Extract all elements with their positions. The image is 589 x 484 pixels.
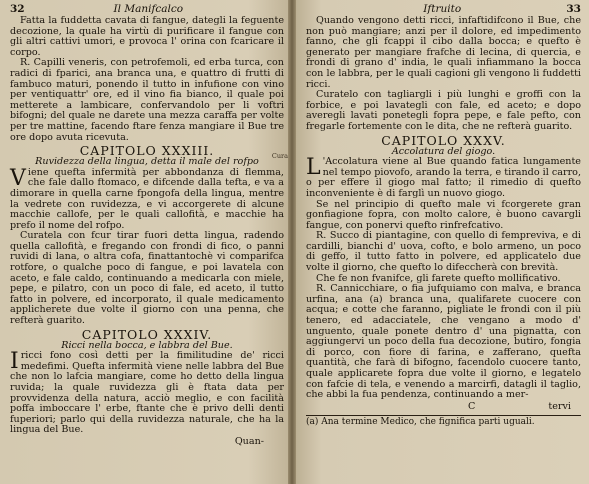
paragraph: Che fe non fvanifce, gli farete quefto mollificativo.	[316, 272, 561, 284]
paragraph: 'Accolatura viene al Bue quando fatica lungamente nel tempo piovofo, arando la terra, e tirando il carro, o per effere il giogo mal fatto; il rimedio di quefto inconveniente è di farglì un nuovo giogo.	[306, 156, 581, 199]
paragraph: ricci fono così detti per la fimilitudine de' ricci medefimi. Quefta infermità viene nelle labbra del Bue che non lo lafcia mangiare, come ho detto della lingua ruvida; la quale ruvidezza gli è ftata data per provvidenza della natura, acciò meglio, e con facilità poffa imboccare l' erbe, ftante che è privo delli denti fuperiori; parlo qui della ruvidezza naturale, che ha la lingua del Bue.	[10, 350, 284, 436]
catchword: tervi	[548, 400, 571, 412]
page-number: 32	[10, 3, 25, 15]
chapter-subtitle: Ricci nella bocca, e labbra del Bue.	[61, 339, 233, 351]
running-head: Il Manifcalco	[113, 3, 184, 15]
footnote: (a) Ana termine Medico, che fignifica parti uguali.	[306, 415, 581, 427]
page-number: 33	[566, 3, 581, 15]
catchword: Quan-	[234, 435, 264, 447]
paragraph: Fatta la fuddetta cavata di fangue, dategli la feguente decozione, la quale ha virtù di purificare il fangue con gli altri cattivi umori, e provoca l' orina con fcaricare il corpo.	[10, 15, 284, 58]
paragraph: Curatela con fcur tirar fuori detta lingua, radendo quella callofità, e fregando con frondi di fico, o panni ruvidi di lana, o altra cofa, finattantochè vi comparifca rotfore, o qualche poco di fangue, e poi lavatela con aceto, e fale caldo, continuando a medicarla con miele, pepe, e pilatro, con un poco di fale, ed aceto, il tutto fatto in polvere, ed incorporato, il quale medicamento applicherete due volte il giorno con una penna, che refterà guarito.	[10, 230, 284, 327]
paragraph: R. Succo di piantagine, con quello di fempreviva, e di cardilli, bianchi d' uova, cofto, e bolo armeno, un poco di geffo, il tutto fatto in polvere, ed applicatelo due volte il giorno, che quefto lo difeccherà con brevità.	[306, 230, 581, 274]
left-page	[0, 0, 292, 484]
chapter-heading: CAPITOLO XXXIV.	[81, 326, 213, 342]
right-page	[292, 0, 589, 484]
paragraph: R. Capilli veneris, con petrofemoli, ed erba turca, con radici di fparici, ana branca una, e quattro di frutti di fambuco maturi, ponendo il tutto in infufione con vino per ventiquattr' ore, ed il vino fia bianco, il quale poi metterete a lambicare, confervandolo per li voftri bifogni; del quale ne darete una mezza caraffa per volte per tre mattine, facendo ftare fenza mangiare il Bue tre ore dopo avuta ricevuta.	[10, 57, 284, 143]
paragraph: iene quefta infermità per abbondanza di flemma, che fale dallo ftomaco, e difcende dalla tefta, e va a dimorare in quella carne fpongofa della lingua, mentre la vedrete con ruvidezza, e vi accorgerete di alcune macchie callofe, per le quali callofità, e macchie ha prefo il nome del rofpo.	[10, 166, 284, 231]
chapter-subtitle: Ruvidezza della lingua, detta il male del rofpo	[35, 156, 259, 168]
right-page-text	[306, 16, 581, 427]
chapter-subtitle: Accolatura del giogo.	[391, 145, 496, 157]
margin-note: Cura	[271, 152, 288, 160]
chapter-heading: CAPITOLO XXXIII.	[79, 143, 215, 159]
book-gutter	[288, 0, 296, 484]
paragraph: Se nel principio di quefto male vi fcorgerete gran gonfiagione fopra, con molto calore, è buono cavargli fangue, con ponervi quefto rinfrefcativo.	[306, 198, 581, 231]
left-page-text	[10, 16, 284, 447]
paragraph: R. Cannicchiare, o fia jufquiamo con malva, e branca urfina, ana (a) branca una, qualifarete cuocere con acqua; e cotte che faranno, pigliate le frondi con il più tenero, ed adacciatele, che vengano a modo d' unguento, quale ponete dentro d' una pignatta, con aggiungervi un poco della fua decozione, butiro, fongia di porco, con fiore di farina, e zafferano, quefta quantità, che farà di bifogno, facendolo cuocere tanto, quale applicarete fopra due volte il giorno, e legatelo con fafcie di tela, e venendo a marcirfi, datagli il taglio, che abbi la fua pendenza, continuando a mer-	[306, 283, 581, 401]
running-head: Iftruito	[423, 3, 462, 15]
drop-cap: V	[10, 165, 26, 191]
paragraph: Curatelo con tagliargli i più lunghi e groffi con la forbice, e poi lavategli con fale, ed aceto; e dopo averegli lavati ponetegli fopra pepe, e fale pefto, con fregarle fortemente con le dita, che ne refterà guarito.	[306, 89, 581, 132]
drop-cap: I	[10, 349, 19, 375]
paragraph: Quando vengono detti ricci, infaftidifcono il Bue, che non può mangiare; anzi per il dolore, ed impedimento fanno, che gli fcappi il cibo dalla bocca; e quefto è generato per mangiare frafche di lecina, di quercia, e frondi di grano d' india, le quali infiammano la bocca con le labbra, per le quali cagioni gli vengono li fuddetti ricci.	[306, 15, 581, 90]
signature-mark: C	[467, 400, 476, 412]
chapter-heading: CAPITOLO XXXV.	[381, 132, 506, 148]
page-footer-line	[306, 401, 581, 412]
drop-cap: L	[306, 155, 321, 181]
